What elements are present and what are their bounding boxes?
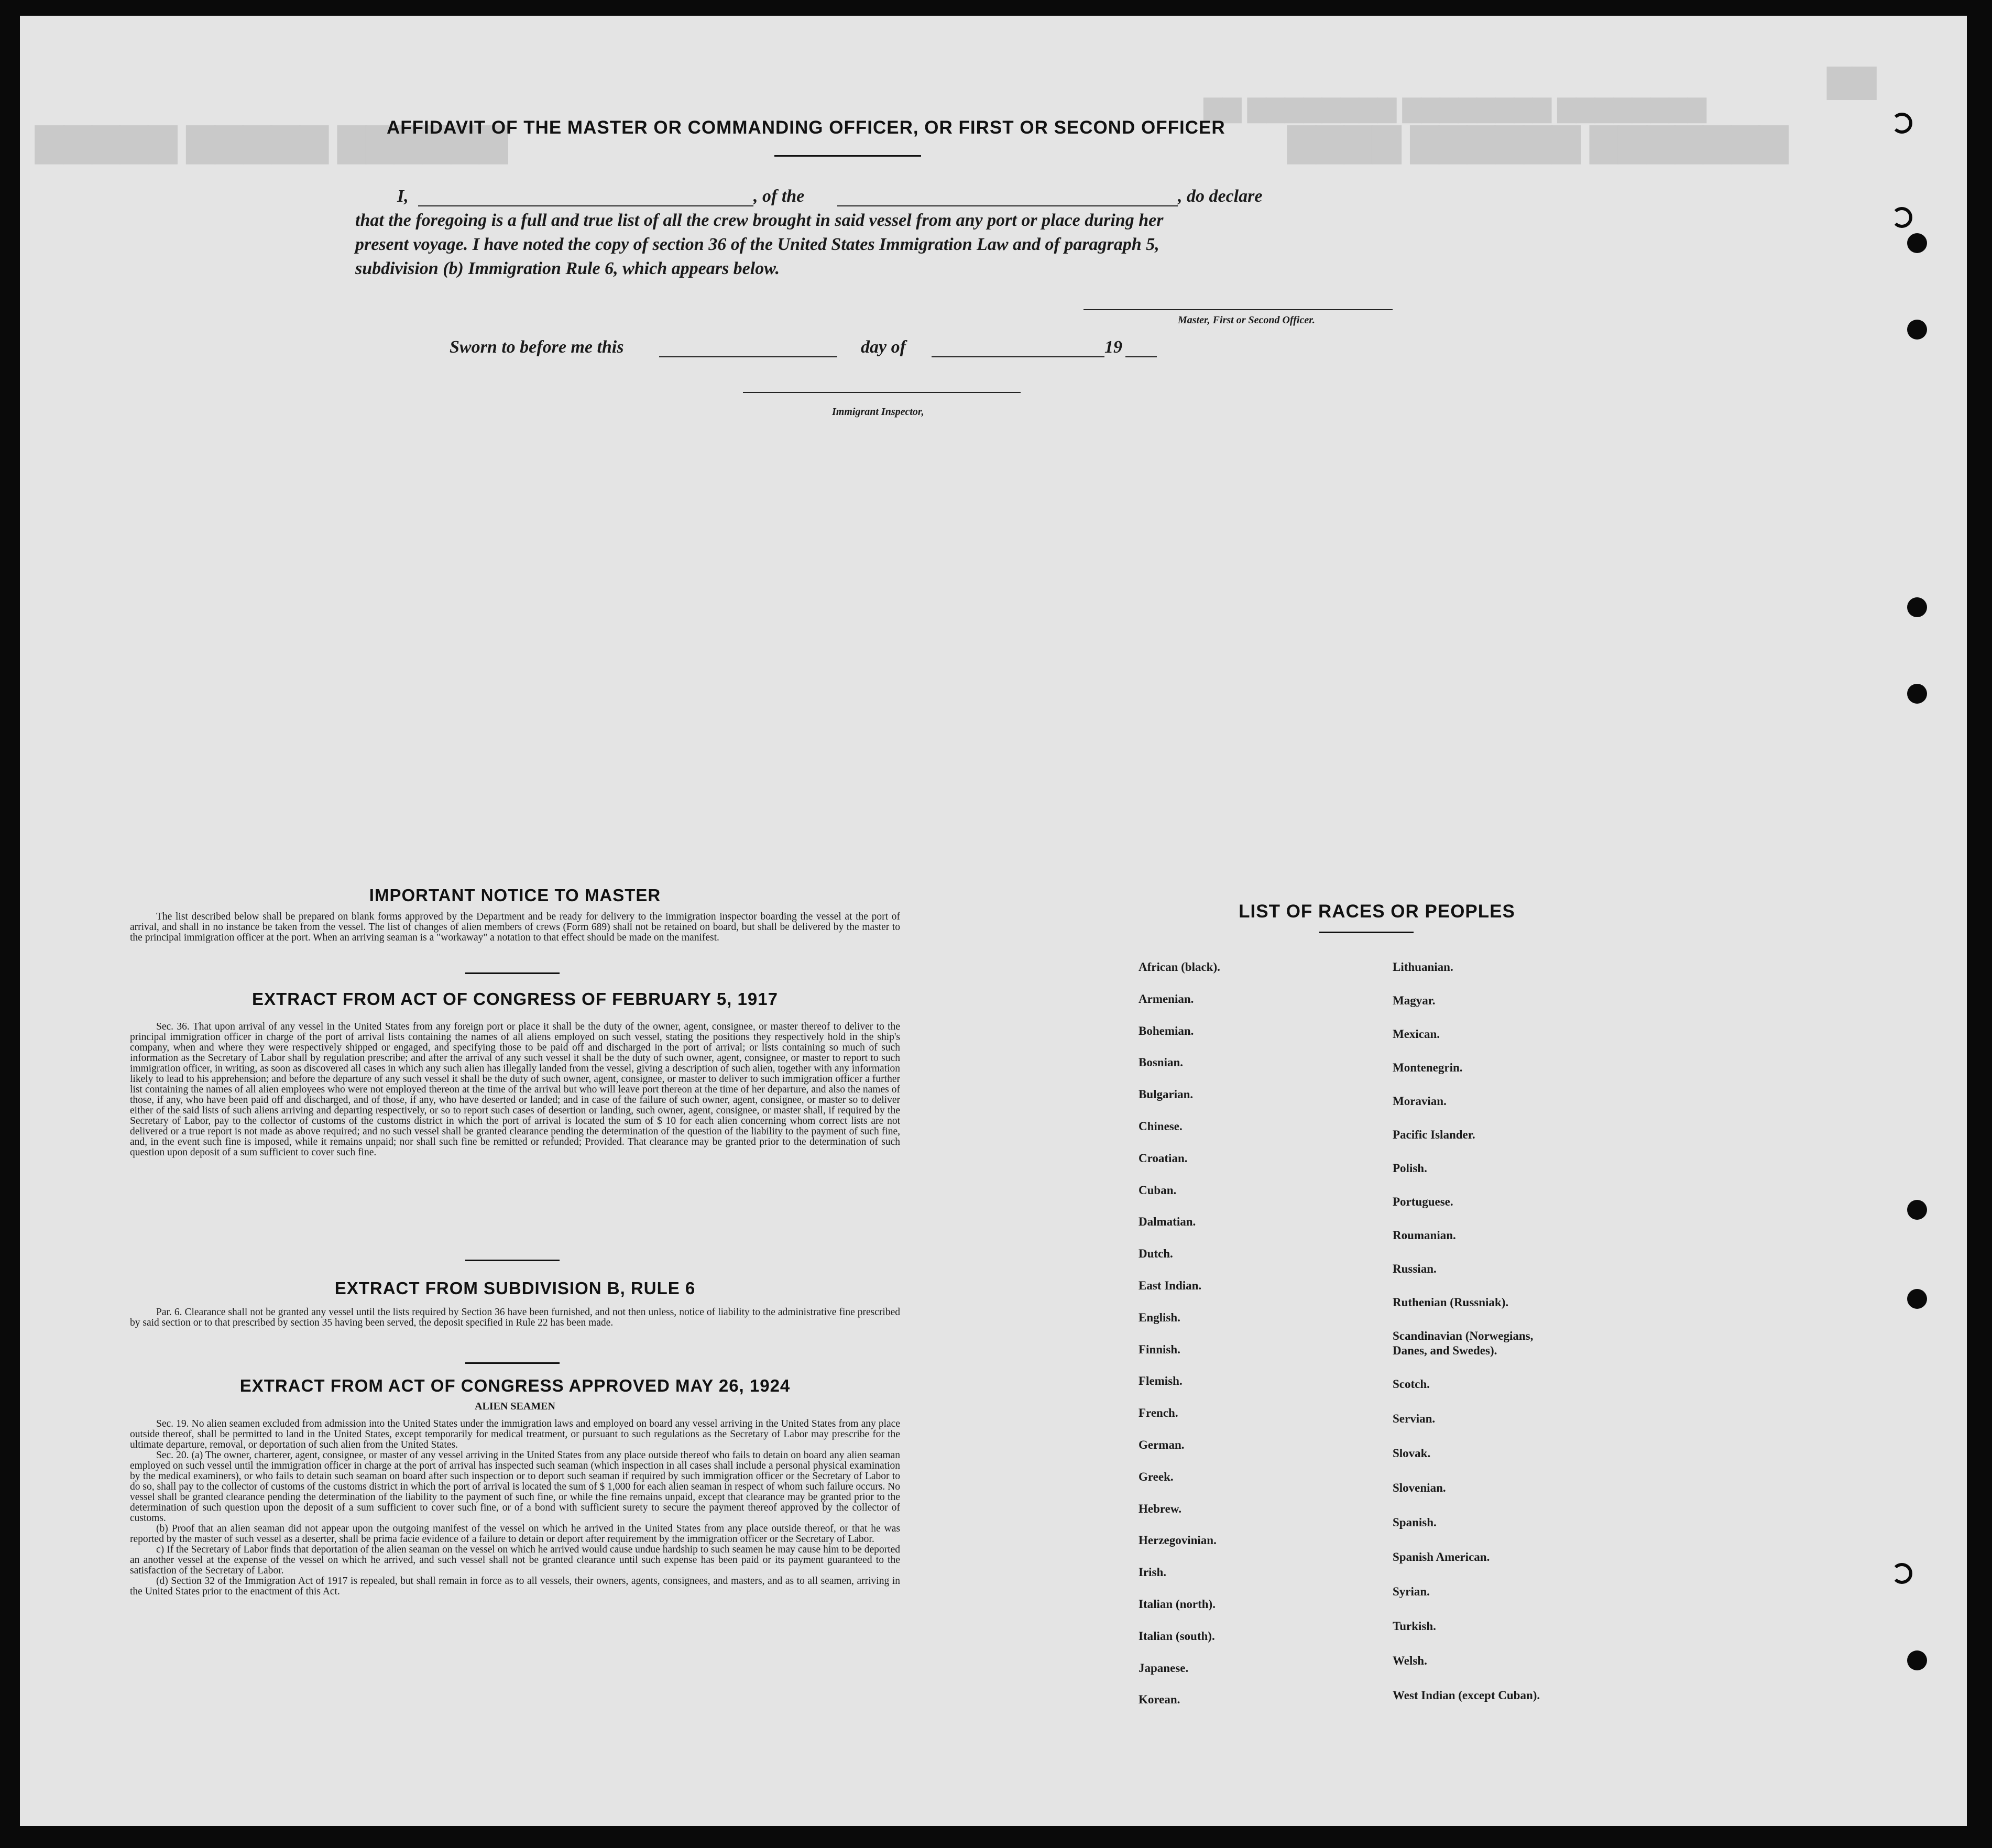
extract-1917-text xyxy=(130,1022,900,1158)
sworn-line xyxy=(450,335,1183,359)
affidavit-line-2: that the foregoing is a full and true list of all the crew brought in said vessel from any port or place during her xyxy=(355,211,1164,230)
day-of-text: day of xyxy=(861,337,906,357)
race-item: French. xyxy=(1139,1406,1178,1420)
affidavit-line-4: subdivision (b) Immigration Rule 6, which appears below. xyxy=(355,259,780,278)
extract-1924-text xyxy=(130,1419,900,1597)
subdivision-title: EXTRACT FROM SUBDIVISION B, RULE 6 xyxy=(334,1278,696,1298)
race-item: Scandinavian (Norwegians, Danes, and Swedes). xyxy=(1393,1329,1534,1357)
punch-hole-icon xyxy=(1891,207,1912,228)
alien-seamen-subtitle: ALIEN SEAMEN xyxy=(475,1401,555,1412)
extract-1917-title: EXTRACT FROM ACT OF CONGRESS OF FEBRUARY 5, 1917 xyxy=(252,989,778,1009)
par-6-paragraph: Par. 6. Clearance shall not be granted any vessel until the lists required by Section 36 have been furnished, and not then unless, notice of liability to the administrative fine prescribed by said section or to that prescribed by section 35 having been served, the deposit specified in Rule 22 has been made. xyxy=(130,1307,900,1328)
race-item: Chinese. xyxy=(1139,1119,1183,1133)
affidavit-line-1 xyxy=(397,184,1414,209)
race-item: Bosnian. xyxy=(1139,1056,1184,1069)
sec-20a-paragraph: Sec. 20. (a) The owner, charterer, agent, consignee, or master of any vessel arriving in the United States from any place outside thereof who fails to detain on board any alien seaman employed on such vessel until the immigration officer in charge at the port of arrival has inspected such seaman (which inspection in all cases shall include a personal physical examination by the medical examiners), or who fails to detain such seaman on board after such inspection or to deport such seaman if required by such immigration officer or the Secretary of Labor to do so, shall pay to the collector of customs of the customs district in which the port of arrival is located the sum of $ 1,000 for each alien seaman in respect of whom such failure occurs. No vessel shall be granted clearance pending the determination of the liability to the payment of such fine, or while the fine remains unpaid, except that clearance may be granted prior to the determination of such question upon the deposit of a sum sufficient to cover such fine, or of a bond with sufficient surety to secure the payment thereof approved by the collector of customs. xyxy=(130,1450,900,1524)
signature-label: Master, First or Second Officer. xyxy=(1178,314,1315,326)
race-item: Mexican. xyxy=(1393,1027,1440,1041)
race-item: Servian. xyxy=(1393,1412,1436,1425)
race-item: Greek. xyxy=(1139,1470,1174,1483)
notice-paragraph: The list described below shall be prepared on blank forms approved by the Department and be ready for delivery to the immigration inspector boarding the vessel at the port of arrival, and shall in no instance be taken from the vessel. The list of changes of alien members of crews (Form 689) shall not be retained on board, but shall be delivered by the master to the principal immigration officer at the port. When an arriving seaman is a "workaway" a notation to that effect should be made on the manifest. xyxy=(130,911,900,943)
race-item: Japanese. xyxy=(1139,1661,1189,1675)
section-36-paragraph: Sec. 36. That upon arrival of any vessel in the United States from any foreign port or place it shall be the duty of the owner, agent, consignee, or master thereof to deliver to the principal immigration officer in charge of the port of arrival lists containing the names of all aliens employed on such vessel, stating the positions they respectively hold in the ship's company, when and where they were respectively shipped or engaged, and specifying those to be paid off and discharged in the port of arrival; or lists containing so much of such information as the Secretary of Labor shall by regulation prescribe; and after the arrival of any such vessel it shall be the duty of such owner, agent, consignee, or master to report to such immigration officer, in writing, as soon as discovered all cases in which any such alien has illegally landed from the vessel, giving a description of such alien, together with any information likely to lead to his apprehension; and before the departure of any such vessel it shall be the duty of such owner, agent, consignee, or master to deliver to such immigration officer a further list containing the names of all alien employees who were not employed thereon at the time of the arrival but who will leave port thereon at the time of her departure, and also the names of those, if any, who have been paid off and discharged, and of those, if any, who have deserted or landed; and in case of the failure of such owner, agent, consignee, or master so to deliver either of the said lists of such aliens arriving and departing respectively, or so to report such cases of desertion or landing, such owner, agent, consignee, or master shall, if required by the Secretary of Labor, pay to the collector of customs of the customs district in which the port of arrival is located the sum of $ 10 for each alien concerning whom correct lists are not delivered or a true report is not made as above required; and no such vessel shall be granted clearance pending the determination of the question of the liability to the payment of such fine, and, in the event such fine is imposed, while it remains unpaid; nor shall such fine be remitted or refunded; Provided. That clearance may be granted prior to the determination of such question upon deposit of a sum sufficient to cover such fine. xyxy=(130,1021,900,1158)
affidavit-title: AFFIDAVIT OF THE MASTER OR COMMANDING OFFICER, OR FIRST OR SECOND OFFICER xyxy=(387,117,1225,138)
race-item: Hebrew. xyxy=(1139,1502,1181,1515)
section-divider xyxy=(465,1260,560,1261)
sworn-month-blank[interactable] xyxy=(932,356,1104,357)
section-divider xyxy=(465,1362,560,1364)
sec-20c-paragraph: c) If the Secretary of Labor finds that deportation of the alien seaman on the vessel on which he arrived would cause undue hardship to such seamen he may cause him to be deported an another vessel at the expense of the vessel on which he arrived, and such vessel shall not be granted clearance until such expense has been paid or its payment guaranteed to the satisfaction of the Secretary of Labor. xyxy=(130,1544,900,1576)
bleed-through-mark: ▇▇▇▇ ▇▇▇▇▇▇ ▇▇▇▇▇▇▇ xyxy=(1288,122,1788,162)
race-item: Montenegrin. xyxy=(1393,1061,1463,1074)
sec-20b-paragraph: (b) Proof that an alien seaman did not appear upon the outgoing manifest of the vessel on which he arrived in the United States from any place outside thereof, or that he was reported by the master of such vessel as a deserter, shall be prima facie evidence of a failure to detain or deport after requirement by the immigration officer or the Secretary of Labor. xyxy=(130,1523,900,1545)
race-item: Croatian. xyxy=(1139,1151,1188,1165)
race-item: Cuban. xyxy=(1139,1183,1177,1197)
race-item: Dutch. xyxy=(1139,1247,1173,1261)
race-item: Russian. xyxy=(1393,1262,1437,1275)
race-item: Syrian. xyxy=(1393,1585,1430,1598)
bleed-through-mark: ▇▇ ▇▇▇▇▇▇▇▇ ▇▇▇▇▇▇▇▇ ▇▇▇▇▇▇▇▇ xyxy=(1204,95,1706,122)
races-title: LIST OF RACES OR PEOPLES xyxy=(1239,901,1515,922)
race-item: Magyar. xyxy=(1393,994,1436,1007)
race-item: English. xyxy=(1139,1310,1180,1324)
race-item: Bulgarian. xyxy=(1139,1088,1194,1101)
notice-title: IMPORTANT NOTICE TO MASTER xyxy=(369,885,661,905)
year-text: 19 xyxy=(1104,337,1122,357)
affidavit-line-3: present voyage. I have noted the copy of section 36 of the United States Immigration Law and of paragraph 5, xyxy=(355,235,1159,254)
race-item: Spanish American. xyxy=(1393,1550,1490,1563)
signature-line[interactable] xyxy=(1083,309,1393,310)
sec-19-paragraph: Sec. 19. No alien seamen excluded from admission into the United States under the immigration laws and employed on board any vessel arriving in the United States from any place outside thereof, shall be permitted to land in the United States, except temporarily for medical treatment, or pursuant to such regulations as the Secretary of Labor may prescribe for the ultimate departure, removal, or deportation of such alien from the United States. xyxy=(130,1418,900,1450)
of-the-text: , of the xyxy=(753,187,805,206)
race-item: Moravian. xyxy=(1393,1095,1447,1108)
sworn-day-blank[interactable] xyxy=(659,356,837,357)
race-item: Pacific Islander. xyxy=(1393,1128,1475,1141)
sworn-year-blank[interactable] xyxy=(1125,356,1157,357)
race-item: Irish. xyxy=(1139,1566,1167,1579)
race-item: Slovak. xyxy=(1393,1447,1431,1460)
race-item: Korean. xyxy=(1139,1693,1180,1707)
race-item: Bohemian. xyxy=(1139,1024,1194,1037)
punch-hole-icon xyxy=(1907,684,1927,704)
vessel-blank[interactable] xyxy=(837,205,1178,206)
race-item: Roumanian. xyxy=(1393,1229,1456,1242)
race-item: Turkish. xyxy=(1393,1620,1436,1633)
punch-hole-icon xyxy=(1907,597,1927,617)
punch-hole-icon xyxy=(1891,1563,1912,1584)
race-item: Scotch. xyxy=(1393,1377,1430,1391)
race-item: Welsh. xyxy=(1393,1654,1427,1667)
race-item: African (black). xyxy=(1139,960,1220,974)
races-right-column xyxy=(1393,960,1613,1723)
affidavit-i-text: I, xyxy=(397,187,409,206)
bleed-through-mark: ▇▇▇▇▇ ▇▇▇▇▇ ▇▇▇▇▇▇ xyxy=(36,122,508,162)
subdivision-text xyxy=(130,1307,900,1328)
race-item: Dalmatian. xyxy=(1139,1215,1196,1229)
punch-hole-icon xyxy=(1907,233,1927,253)
title-underline xyxy=(774,155,921,157)
punch-hole-icon xyxy=(1907,1650,1927,1670)
race-item: West Indian (except Cuban). xyxy=(1393,1689,1540,1702)
inspector-signature-line[interactable] xyxy=(743,392,1021,393)
race-item: Italian (north). xyxy=(1139,1597,1216,1611)
race-item: Herzegovinian. xyxy=(1139,1534,1217,1547)
race-item: Spanish. xyxy=(1393,1516,1437,1529)
punch-hole-icon xyxy=(1907,1200,1927,1220)
race-item: Finnish. xyxy=(1139,1342,1180,1356)
race-item: Italian (south). xyxy=(1139,1629,1215,1643)
do-declare-text: , do declare xyxy=(1178,187,1263,206)
section-divider xyxy=(465,972,560,974)
races-left-column xyxy=(1139,960,1359,1724)
name-blank[interactable] xyxy=(418,205,753,206)
punch-hole-icon xyxy=(1907,320,1927,340)
race-item: East Indian. xyxy=(1139,1278,1202,1292)
race-item: Slovenian. xyxy=(1393,1481,1446,1494)
notice-text xyxy=(130,912,900,943)
race-item: Lithuanian. xyxy=(1393,960,1453,974)
inspector-label: Immigrant Inspector, xyxy=(832,406,924,418)
bleed-through-mark: ▇▇ xyxy=(1827,63,1876,99)
race-item: Ruthenian (Russniak). xyxy=(1393,1296,1509,1309)
race-item: German. xyxy=(1139,1438,1185,1451)
document-sheet xyxy=(20,16,1967,1826)
race-item: Flemish. xyxy=(1139,1374,1183,1388)
extract-1924-title: EXTRACT FROM ACT OF CONGRESS APPROVED MAY 26, 1924 xyxy=(239,1376,791,1395)
sworn-text: Sworn to before me this xyxy=(450,337,624,357)
sec-20d-paragraph: (d) Section 32 of the Immigration Act of 1917 is repealed, but shall remain in force as to all vessels, their owners, agents, consignees, and masters, and as to all seamen, arriving in the United States prior to the enactment of this Act. xyxy=(130,1576,900,1597)
race-item: Armenian. xyxy=(1139,992,1194,1005)
races-title-underline xyxy=(1319,932,1414,933)
punch-hole-icon xyxy=(1891,113,1912,134)
punch-hole-icon xyxy=(1907,1289,1927,1309)
race-item: Polish. xyxy=(1393,1162,1427,1175)
race-item: Portuguese. xyxy=(1393,1195,1453,1208)
